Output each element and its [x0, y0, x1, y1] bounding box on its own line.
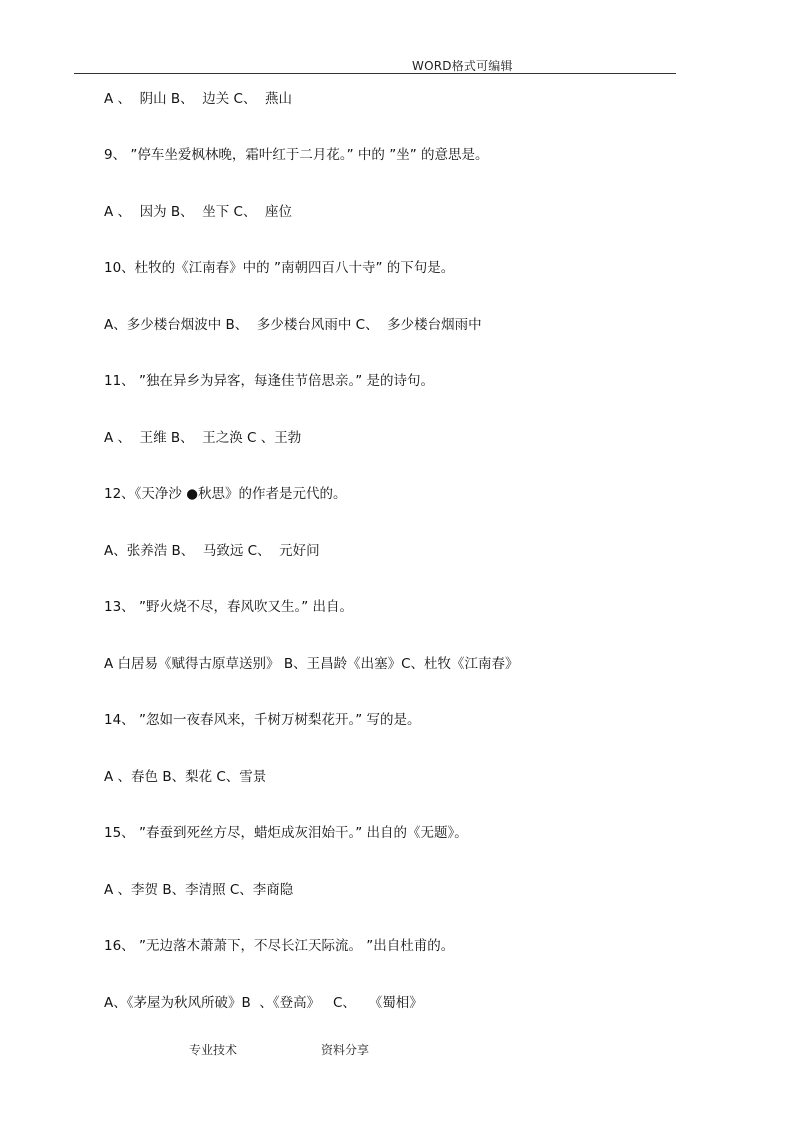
- footer-left-text: 专业技术: [189, 1043, 238, 1057]
- question-16: 16、 ”无边落木萧萧下，不尽长江天际流。 ”出自杜甫的。: [104, 938, 455, 954]
- page-header: WORD格式可编辑: [412, 59, 513, 73]
- question-10: 10、杜牧的《江南春》中的 ”南朝四百八十寺” 的下句是。: [104, 260, 455, 276]
- question-14: 14、 ”忽如一夜春风来，千树万树梨花开。” 写的是。: [104, 712, 421, 728]
- answer-options-8: A 、 阴山 B、 边关 C、 燕山: [104, 91, 293, 107]
- question-9: 9、 ”停车坐爱枫林晚，霜叶红于二月花。” 中的 ”坐” 的意思是。: [104, 147, 489, 163]
- answer-options-14: A 、春色 B、梨花 C、雪景: [104, 769, 267, 785]
- answer-options-13: A 白居易《赋得古原草送别》 B、王昌龄《出塞》C、杜牧《江南春》: [104, 656, 519, 672]
- footer-right-text: 资料分享: [321, 1043, 370, 1057]
- answer-options-9: A 、 因为 B、 坐下 C、 座位: [104, 204, 293, 220]
- answer-options-15: A 、李贺 B、李清照 C、李商隐: [104, 882, 294, 898]
- answer-options-11: A 、 王维 B、 王之涣 C 、王勃: [104, 430, 302, 446]
- answer-options-16: A、《茅屋为秋风所破》B 、《登高》 C、 《蜀相》: [104, 995, 423, 1011]
- header-divider: [74, 73, 676, 74]
- question-15: 15、 ”春蚕到死丝方尽，蜡炬成灰泪始干。” 出自的《无题》。: [104, 825, 468, 841]
- question-12: 12、《天净沙 ●秋思》的作者是元代的。: [104, 486, 347, 502]
- answer-options-12: A、张养浩 B、 马致远 C、 元好问: [104, 543, 320, 559]
- question-11: 11、 ”独在异乡为异客，每逢佳节倍思亲。” 是的诗句。: [104, 373, 434, 389]
- answer-options-10: A、多少楼台烟波中 B、 多少楼台风雨中 C、 多少楼台烟雨中: [104, 317, 482, 333]
- question-13: 13、 ”野火烧不尽，春风吹又生。” 出自。: [104, 599, 353, 615]
